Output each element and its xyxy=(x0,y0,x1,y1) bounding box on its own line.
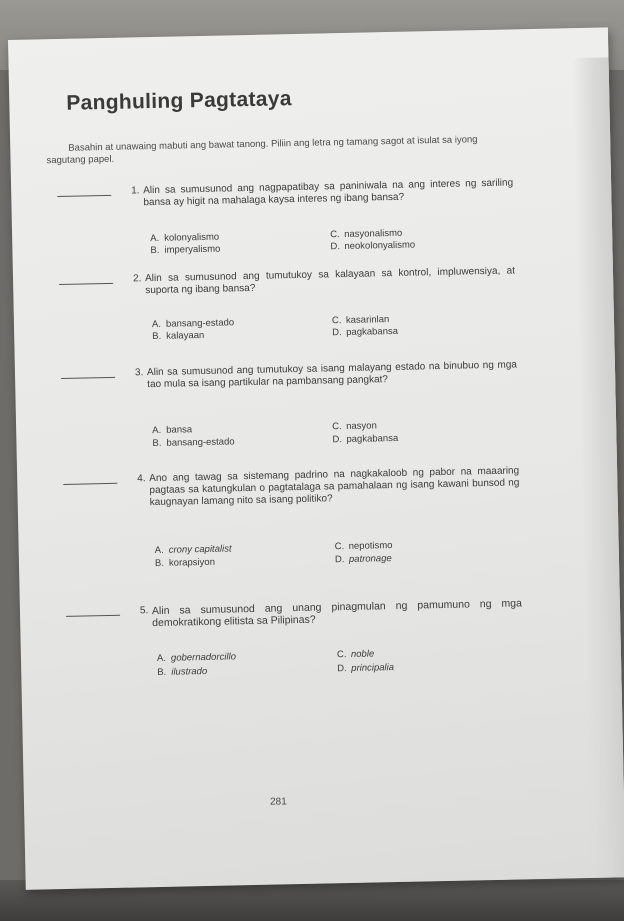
option-d: D. pagkabansa xyxy=(332,432,399,446)
option-c: C. kasarinlan xyxy=(331,314,390,327)
answer-blank[interactable] xyxy=(61,377,115,379)
question-text: Alin sa sumusunod ang nagpapatibay sa paniniwala na ang interes ng sariling bansa ay higit na mahalaga kaysa interes ng ibang bansa? xyxy=(143,177,514,209)
question-text: Alin sa sumusunod ang unang pinagmulan ng pamumuno ng mga demokratikong elitista sa Pilipinas? xyxy=(151,597,523,630)
page-curl-shadow xyxy=(573,57,624,878)
option-a: A. gobernadorcillo xyxy=(156,651,237,665)
question-number: 1. xyxy=(131,185,140,197)
question-number: 3. xyxy=(134,367,144,379)
question-number: 5. xyxy=(139,605,149,617)
option-d: D. principalia xyxy=(337,662,395,675)
option-c: C. nasyon xyxy=(332,420,377,433)
option-c: C. nepotismo xyxy=(334,540,393,553)
option-d: D. patronage xyxy=(334,553,392,566)
answer-blank[interactable] xyxy=(59,283,113,285)
option-b: B. imperyalismo xyxy=(150,243,221,257)
option-d: D. pagkabansa xyxy=(332,325,399,339)
option-a: A. bansang-estado xyxy=(151,317,235,331)
question-4 xyxy=(63,465,520,527)
page-title: Panghuling Pagtataya xyxy=(66,87,292,115)
worksheet-page xyxy=(8,27,624,889)
option-c: C. noble xyxy=(336,648,375,661)
option-b: B. ilustrado xyxy=(157,665,208,679)
option-b: B. kalayaan xyxy=(152,329,205,343)
question-5 xyxy=(66,597,523,635)
question-number: 4. xyxy=(137,473,146,485)
option-b: B. korapsiyon xyxy=(154,556,216,570)
question-number: 2. xyxy=(132,273,142,285)
question-text: Alin sa sumusunod ang tumutukoy sa isang malayang estado na binubuo ng mga tao mula sa isang partikular na pambansang pangkat? xyxy=(146,359,518,391)
answer-blank[interactable] xyxy=(66,615,120,617)
option-b: B. bansang-estado xyxy=(152,436,235,450)
question-3 xyxy=(61,359,518,409)
answer-blank[interactable] xyxy=(57,195,111,197)
option-c: C. nasyonalismo xyxy=(330,227,403,241)
option-a: A. kolonyalismo xyxy=(150,231,220,245)
question-text: Ano ang tawag sa sistemang padrino na nagkakaloob ng pabor na maaaring pagtaas sa katungkulan o pagtatalaga sa pamahalaan ng isang kawani bunsod ng kaugnayan lamang nito sa isang politiko? xyxy=(149,465,520,509)
instructions-text: Basahin at unawaing mabuti ang bawat tanong. Piliin ang letra ng tamang sagot at isulat sa iyong sagutang papel. xyxy=(46,134,478,167)
question-1 xyxy=(57,177,514,227)
option-a: A. bansa xyxy=(152,424,193,437)
option-a: A. crony capitalist xyxy=(154,543,232,557)
page-number: 281 xyxy=(269,796,287,808)
option-d: D. neokolonyalismo xyxy=(330,239,416,253)
answer-blank[interactable] xyxy=(63,483,117,485)
question-2 xyxy=(59,265,516,303)
question-text: Alin sa sumusunod ang tumutukoy sa kalayaan sa kontrol, impluwensiya, at suporta ng ibang bansa? xyxy=(144,265,516,297)
